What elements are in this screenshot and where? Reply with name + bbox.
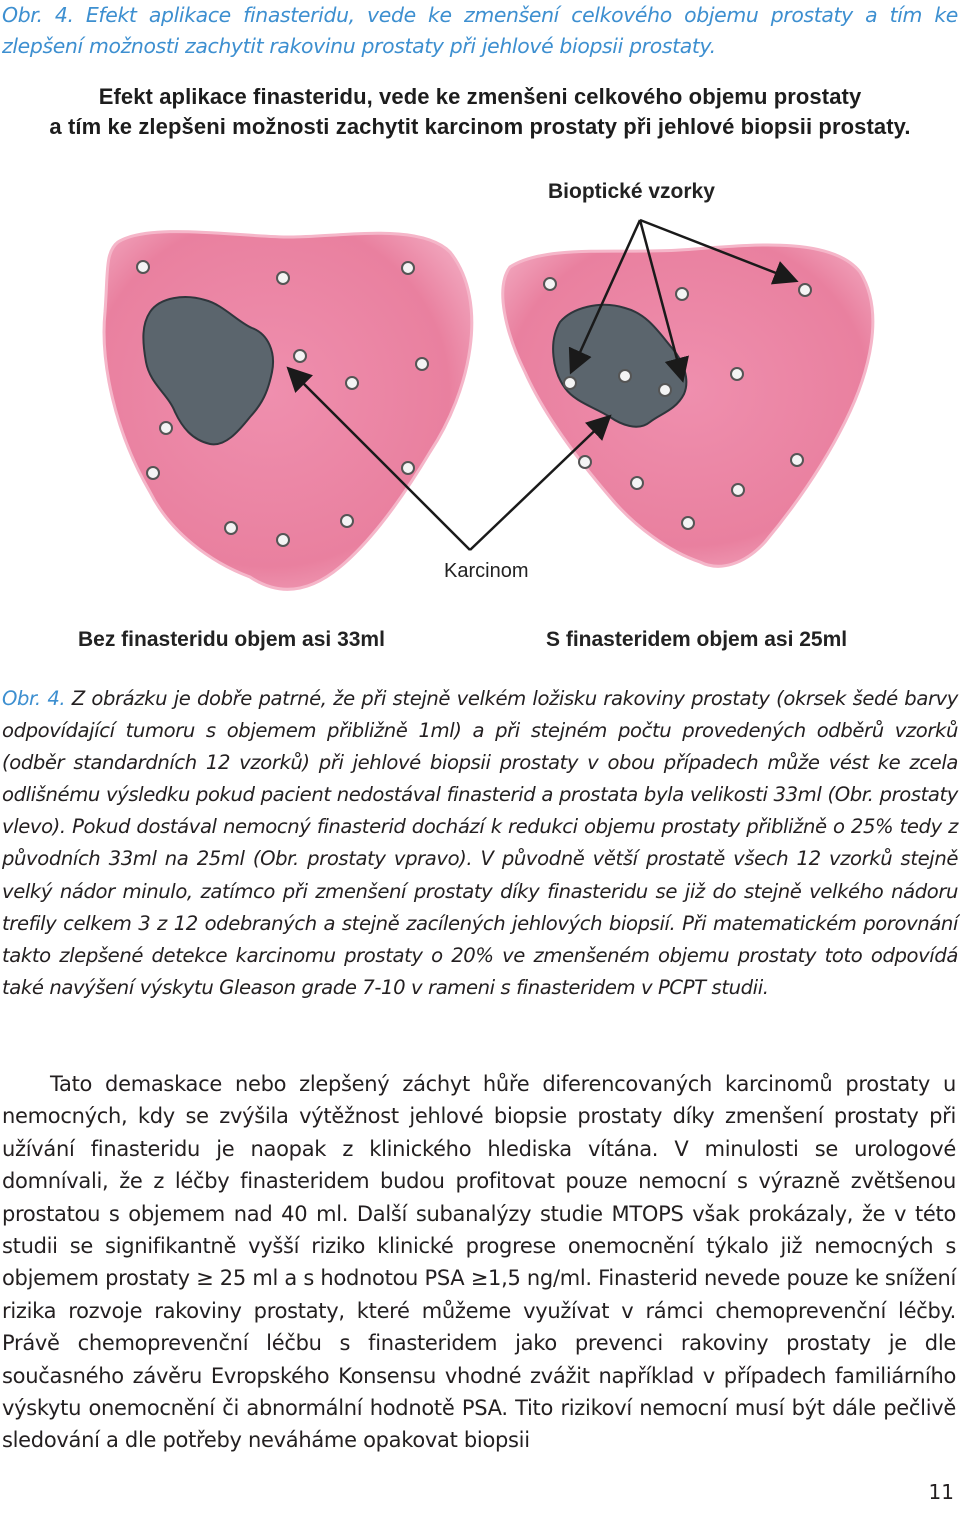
label-with-finasteride: S finasteridem objem asi 25ml (546, 628, 848, 651)
label-without-finasteride: Bez finasteridu objem asi 33ml (78, 628, 385, 651)
figure-caption-top: Obr. 4. Efekt aplikace finasteridu, vede ke zmenšení celkového objemu prostaty a tím ke zlepšení možnosti zachytit rakovinu prostaty při jehlové biopsii prostaty. (2, 3, 958, 58)
caption-lead: Obr. 4. (2, 687, 66, 710)
caption-text: Z obrázku je dobře patrné, že při stejně velkém ložisku rakoviny prostaty (okrsek šedé barvy odpovídající tumoru s objemem přibližně 1ml) a při stejném počtu provedených odběrů vzorků (odběr standardních 12 vzorků) při jehlové biopsii prostaty v obou případech může vést ke zcela odlišnému výsledku pokud pacient nedostával finasterid a prostata byla velikosti 33ml (Obr. prostaty vlevo). Pokud dostával nemocný finasterid dochází k redukci objemu prostaty přibližně o 25% tedy z původních 33ml na 25ml (Obr. prostaty vpravo). V původně větší prostatě všech 12 vzorků stejně velký nádor minulo, zatímco při zmenšení prostaty díky finasteridu se již do stejně velkého nádoru trefily celkem 3 z 12 odebraných a stejně zacílených jehlových biopsií. Při matematickém porovnání takto zlepšené detekce karcinomu prostaty o 20% ve zmenšeném objemu prostaty toto odpovídá také navýšení výskytu Gleason grade 7-10 v rameni s finasteridem v PCPT studii. (2, 687, 958, 999)
figure-title-line-1: Efekt aplikace finasteridu, vede ke zmenšeni celkového objemu prostaty (98, 84, 862, 109)
label-carcinoma: Karcinom (444, 560, 529, 582)
prostate-biopsy-figure (0, 72, 960, 672)
page-number: 11 (928, 1480, 954, 1504)
figure-caption-explanation (2, 683, 958, 1004)
body-paragraph: Tato demaskace nebo zlepšený záchyt hůře diferencovaných karcinomů prostaty u nemocných, kdy se zvýšila výtěžnost jehlové biopsie prostaty díky zmenšení prostaty při užívání finasteridu je naopak z klinického hlediska vítána. V minulosti se urologové domnívali, že z léčby finasteridem budou profitovat pouze nemocní s výrazně zvětšenou prostatou s objemem nad 40 ml. Další subanalýzy studie MTOPS však prokázaly, že v této studii se signifikantně vyšší riziko klinické progrese onemocnění týkalo již nemocných s objemem prostaty ≥ 25 ml a s hodnotou PSA ≥1,5 ng/ml. Finasterid nevede pouze ke snížení rizika rozvoje rakoviny prostaty, které můžeme využívat v rámci chemoprevenční léčby. Právě chemoprevenční léčbu s finasteridem jako prevenci rakoviny prostaty je dle současného závěru Evropského Konsensu vhodné zvážit například v případech familiárního výskytu onemocnění či abnormální hodnotě PSA. Tito rizikoví nemocní musí být dále pečlivě sledování a dle potřeby neváháme opakovat biopsii (2, 1072, 956, 1453)
figure-title-line-2: a tím ke zlepšeni možnosti zachytit karcinom prostaty při jehlové biopsii prostaty. (49, 114, 911, 139)
label-biopsy-samples: Bioptické vzorky (548, 180, 715, 203)
